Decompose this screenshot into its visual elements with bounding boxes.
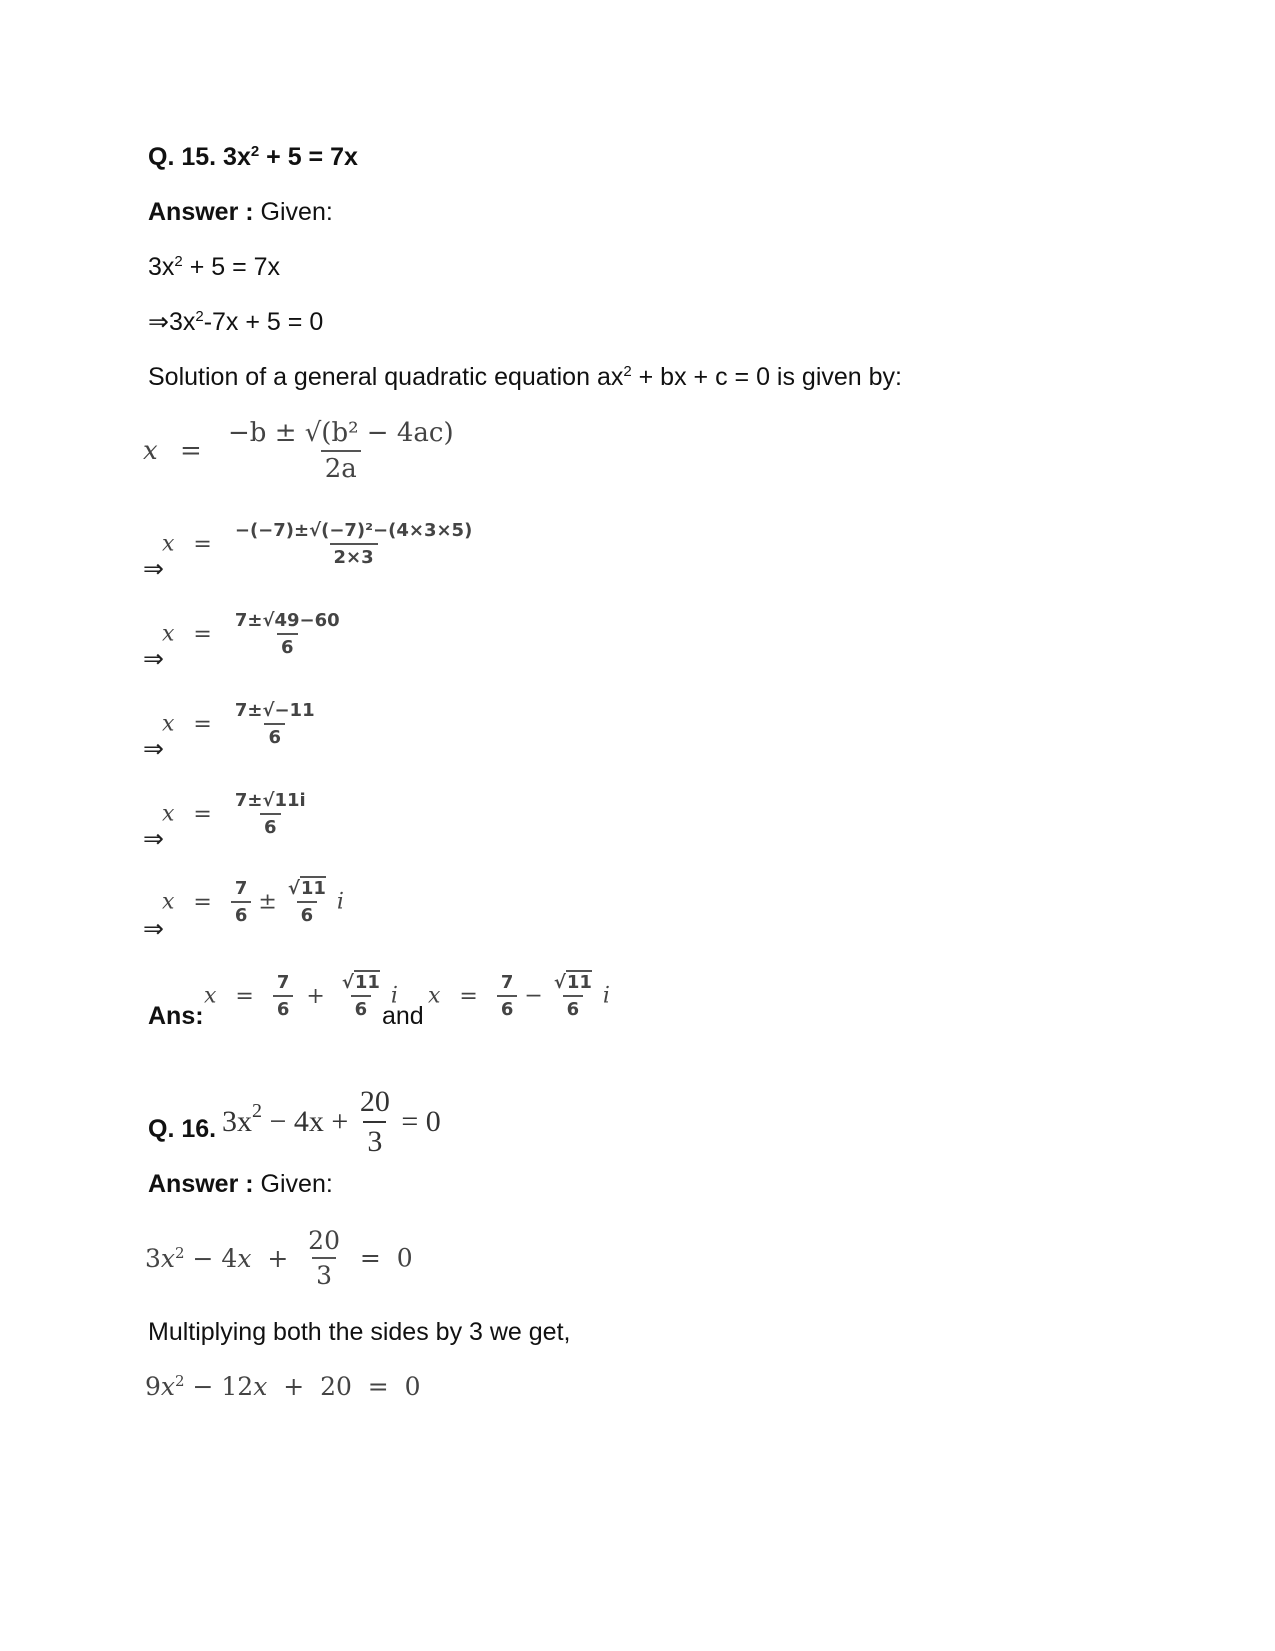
formula-denominator: 2a (321, 450, 361, 484)
step-5-equation: x = $\frac{7}{6}$ ± $\frac{√11}{6}$ i (162, 878, 344, 926)
q16-given-equation: $3x^2 - 4x$ + $\frac{20}{3}$ = 0 (145, 1226, 413, 1290)
answer-label: Answer : (148, 198, 254, 226)
answer-line-q15 (148, 196, 333, 228)
question-15-label: Q. 15. (148, 143, 217, 171)
step-4-equation: x = $\frac{7\pm√11i}{6}$ (162, 790, 310, 838)
final-answer-label: Ans: (148, 1002, 204, 1030)
step-3-numerator: 7±√−11 (234, 700, 315, 721)
step-3-equation: x = $\frac{7\pm√-11}{6}$ (162, 700, 319, 748)
quadratic-formula: x = $\frac{\text{−b ± √(b² − 4ac)}}{2a}$ (143, 418, 458, 484)
implies-arrow: ⇒ (143, 644, 164, 673)
implies-arrow: ⇒ (143, 554, 164, 583)
given-label: Given: (260, 198, 333, 226)
general-solution-text: Solution of a general quadratic equation $ax^2$ + bx + c = 0 is given by: (148, 363, 902, 391)
step-1-equation: x = $\frac{\text{−(−7)±√(−7)²−(4×3×5)}}{2\times 3}$ (162, 520, 476, 568)
question-15-heading: Q. 15. $3x^2 + 5 = 7x$ (148, 143, 358, 171)
answer-root-2: x = $\frac{7}{6}$ − $\frac{√11}{6}$ i (428, 972, 610, 1020)
step-3-denominator: 6 (264, 723, 285, 748)
multiply-text: Multiplying both the sides by 3 we get, (148, 1318, 571, 1346)
and-text: and (382, 1002, 424, 1030)
given-equation: $3x^2 + 5 = 7x$ (148, 253, 281, 281)
step-2-numerator: 7±√49−60 (234, 610, 340, 631)
answer-label: Answer : (148, 1170, 254, 1198)
formula-numerator: −b ± √(b² − 4ac) (228, 418, 454, 448)
given-label: Given: (260, 1170, 333, 1198)
rearranged-equation: $\Rightarrow 3x^2-7x + 5 = 0$ (148, 308, 324, 336)
step-2-denominator: 6 (277, 633, 298, 658)
implies-arrow: ⇒ (143, 914, 164, 943)
q16-multiplied-equation: $9x^2 - 12x + 20 = 0$ (145, 1372, 421, 1401)
implies-arrow: ⇒ (143, 734, 164, 763)
answer-root-1: x = $\frac{7}{6}$ + $\frac{√11}{6}$ i (204, 972, 398, 1020)
implies-arrow: ⇒ (143, 824, 164, 853)
step-1-denominator: 2×3 (330, 543, 378, 568)
question-16-equation: $3x^2 - 4x$ + $\frac{20}{3}$ = 0 (222, 1085, 441, 1158)
answer-line-q16 (148, 1168, 333, 1200)
step-4-numerator: 7±√11i (234, 790, 306, 811)
step-1-numerator: −(−7)±√(−7)²−(4×3×5) (234, 520, 473, 541)
step-4-denominator: 6 (260, 813, 281, 838)
question-16-label: Q. 16. (148, 1115, 217, 1143)
step-2-equation: x = $\frac{7\pm√49-60}{6}$ (162, 610, 344, 658)
